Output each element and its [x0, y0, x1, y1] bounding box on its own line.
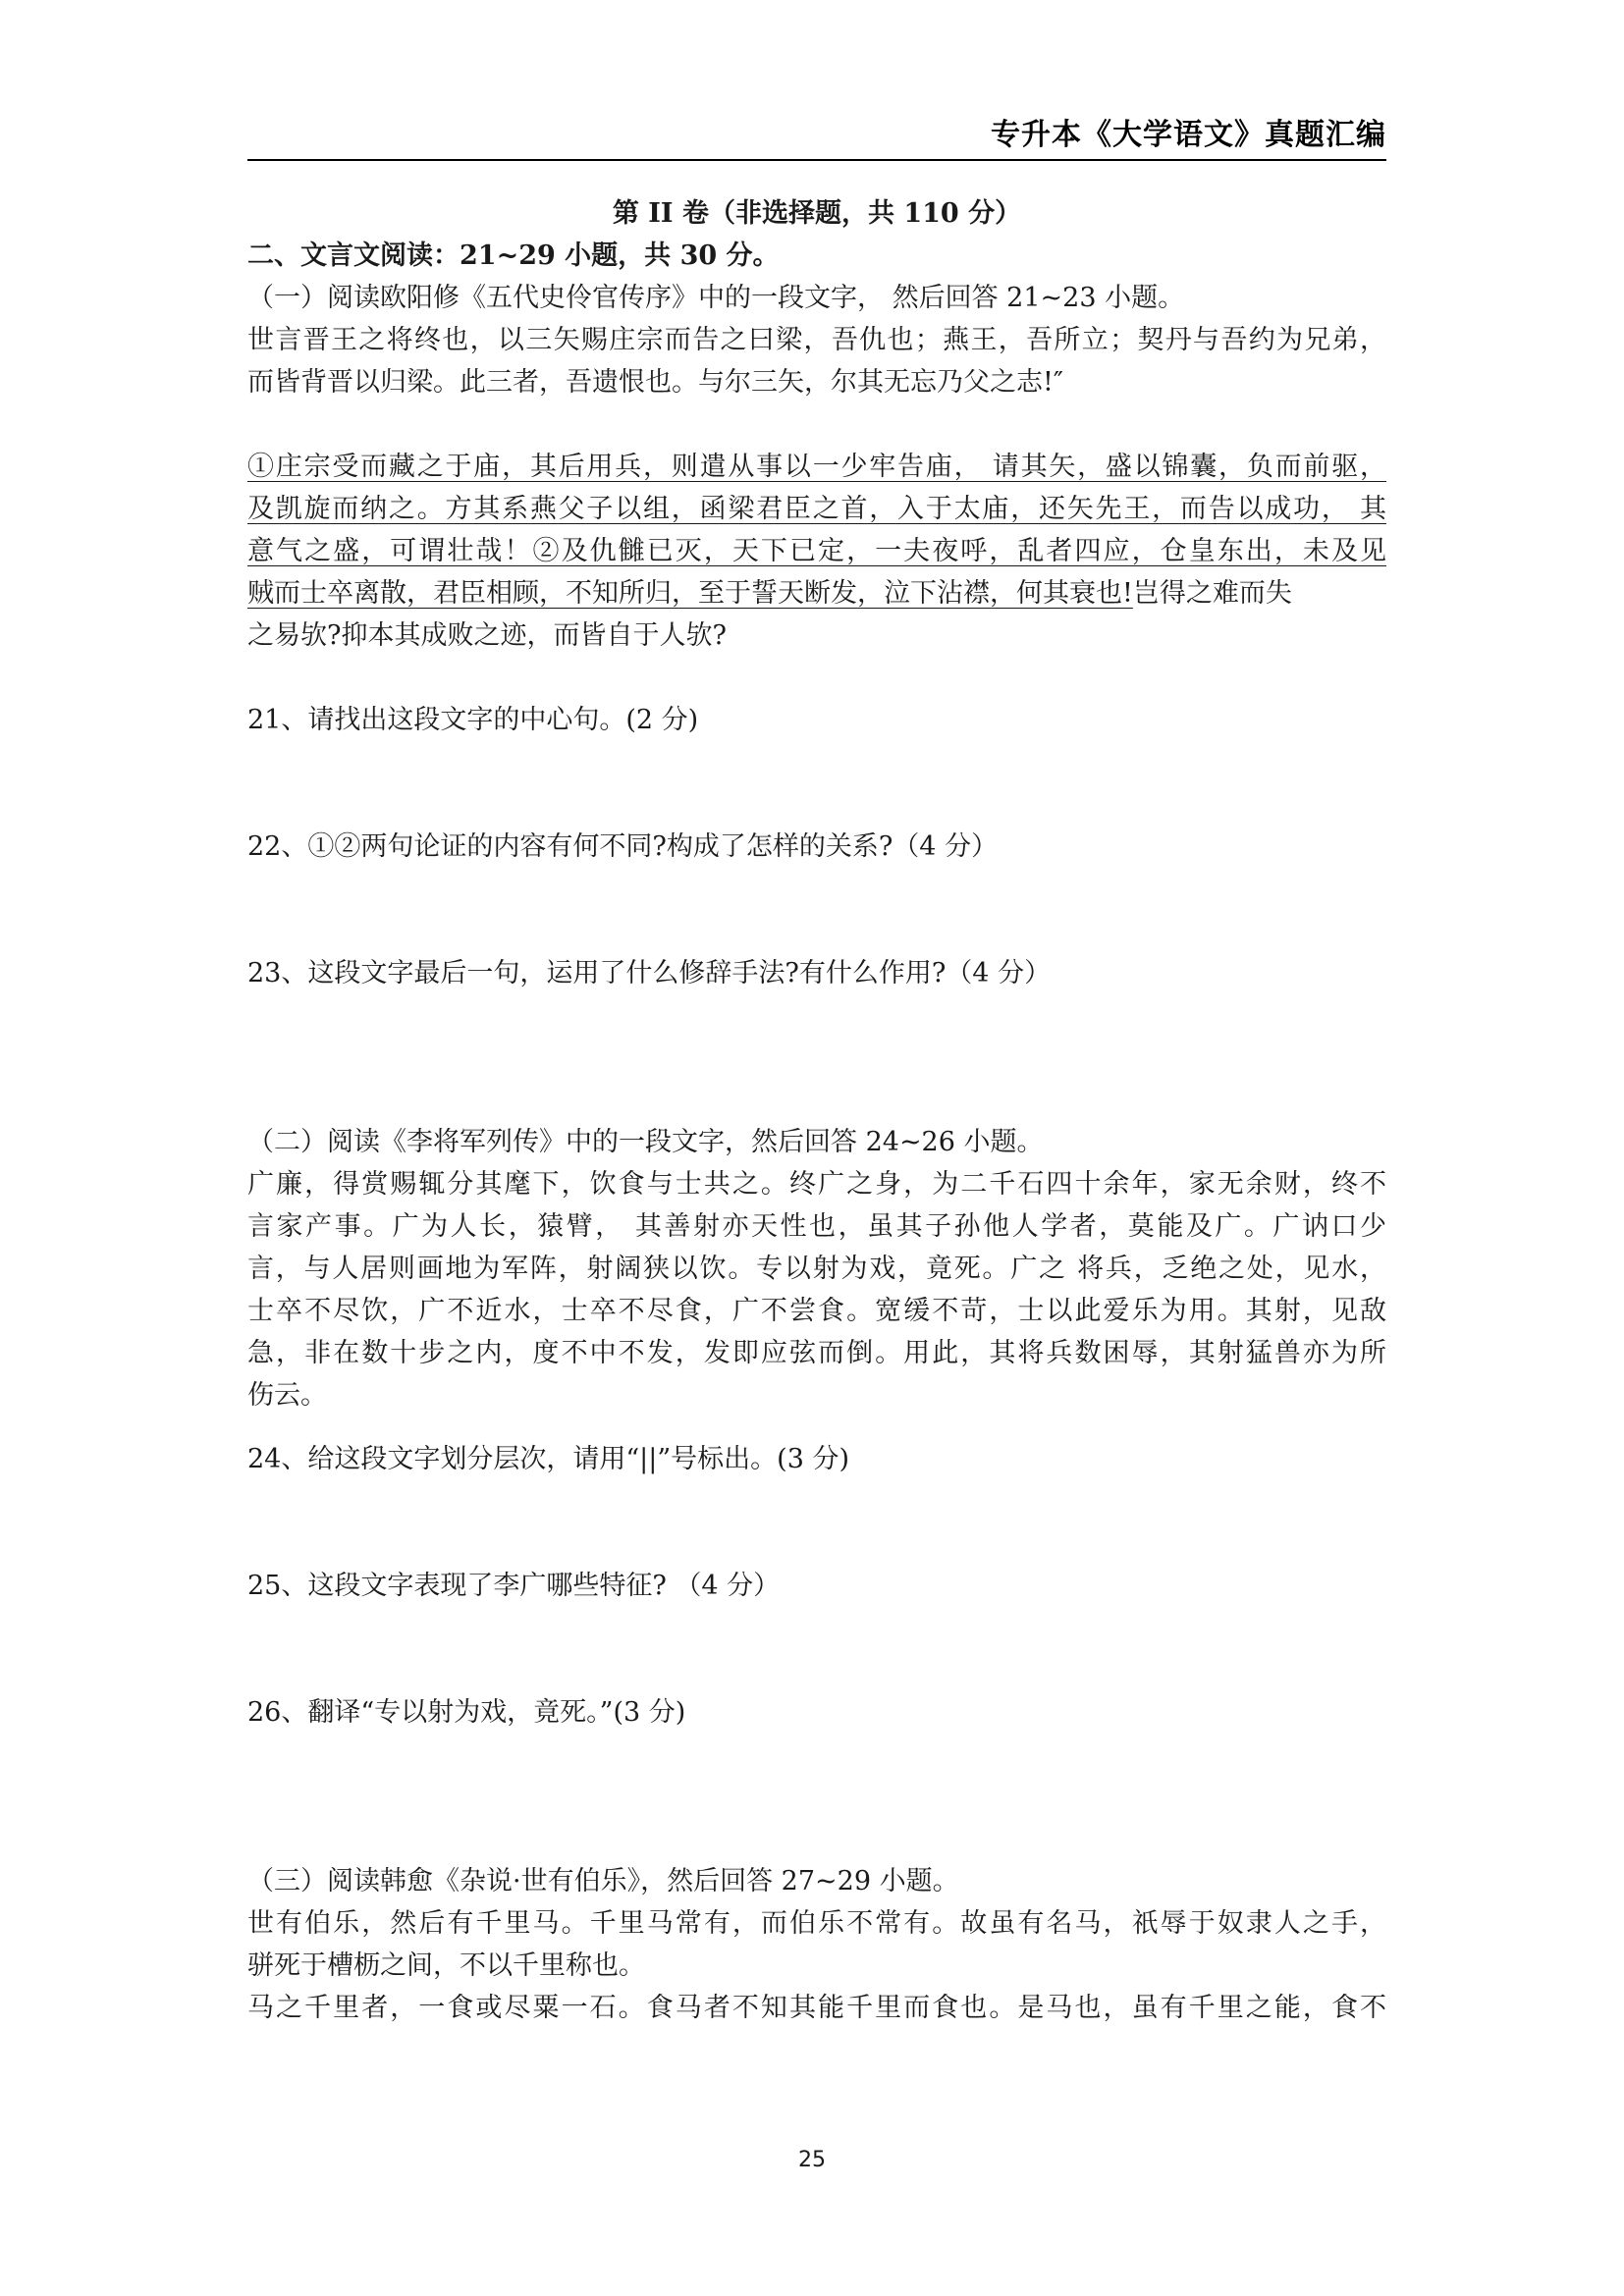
passage-line: 急，非在数十步之内，度不中不发，发即应弦而倒。用此，其将兵数困辱，其射猛兽亦为所: [247, 1338, 1386, 1368]
passage-line: 广廉，得赏赐辄分其麾下，饮食与士共之。终广之身，为二千石四十余年，家无余财，终不: [247, 1169, 1386, 1200]
passage-underlined-line: 及凯旋而纳之。方其系燕父子以组，函梁君臣之首，入于太庙，还矢先王，而告以成功， 其: [247, 494, 1386, 524]
section-title: 第 II 卷（非选择题，共 110 分）: [612, 198, 1022, 229]
passage-line: 马之千里者，一食或尽粟一石。食马者不知其能千里而食也。是马也，虽有千里之能，食不: [247, 1993, 1386, 2023]
page-header: [247, 116, 1386, 161]
passage-underlined-line: ①庄宗受而藏之于庙，其后用兵，则遣从事以一少牢告庙， 请其矢，盛以锦囊，负而前驱，: [247, 452, 1386, 482]
question-22: 22、①②两句论证的内容有何不同?构成了怎样的关系?（4 分）: [247, 831, 999, 862]
passage-underlined-segment: 贼而士卒离散，君臣相顾，不知所归，至于誓天断发，泣下沾襟，何其衰也!: [247, 578, 1133, 609]
passage-line: 士卒不尽饮，广不近水，士卒不尽食，广不尝食。宽缓不苛，士以此爱乐为用。其射，见敌: [247, 1296, 1386, 1326]
passage-underlined-line: 意气之盛，可谓壮哉！②及仇雠已灭，天下已定，一夫夜呼，乱者四应，仓皇东出，未及见: [247, 536, 1386, 566]
question-26: 26、翻译“专以射为戏，竟死。”(3 分): [247, 1697, 686, 1728]
passage-line: 伤云。: [247, 1380, 327, 1411]
part2-intro: （二）阅读《李将军列传》中的一段文字，然后回答 24~26 小题。: [247, 1127, 1044, 1157]
passage-line: 世言晋王之将终也，以三矢赐庄宗而告之曰梁，吾仇也；燕王，吾所立；契丹与吾约为兄弟，: [247, 325, 1386, 355]
passage-line: 而皆背晋以归梁。此三者，吾遗恨也。与尔三矢，尔其无忘乃父之志!″: [247, 367, 1063, 398]
passage-line: 言，与人居则画地为军阵，射阔狭以饮。专以射为戏，竟死。广之 将兵，乏绝之处，见水，: [247, 1254, 1386, 1284]
part3-intro: （三）阅读韩愈《杂说·世有伯乐》，然后回答 27~29 小题。: [247, 1866, 959, 1896]
passage-line: 之易欤?抑本其成败之迹，而皆自于人欤?: [247, 620, 727, 651]
passage-line: 世有伯乐，然后有千里马。千里马常有，而伯乐不常有。故虽有名马，祇辱于奴隶人之手，: [247, 1908, 1386, 1939]
header-title: 专升本《大学语文》真题汇编: [991, 118, 1386, 152]
page-content: [247, 192, 1386, 2029]
part1-intro: （一）阅读欧阳修《五代史伶官传序》中的一段文字， 然后回答 21~23 小题。: [247, 283, 1185, 313]
question-21: 21、请找出这段文字的中心句。(2 分): [247, 705, 699, 735]
question-24: 24、给这段文字划分层次，请用“||”号标出。(3 分): [247, 1444, 849, 1474]
page-number: 25: [798, 2148, 826, 2172]
question-25: 25、这段文字表现了李广哪些特征? （4 分）: [247, 1571, 781, 1601]
passage-mixed-line: [247, 572, 1386, 614]
passage-line: 言家产事。广为人长，猿臂， 其善射亦天性也，虽其子孙他人学者，莫能及广。广讷口少: [247, 1211, 1386, 1242]
passage-line: 骈死于槽枥之间，不以千里称也。: [247, 1950, 645, 1981]
passage-plain-segment: 岂得之难而失: [1132, 578, 1292, 609]
question-23: 23、这段文字最后一句，运用了什么修辞手法?有什么作用?（4 分）: [247, 958, 1052, 988]
section-heading: 二、文言文阅读：21~29 小题，共 30 分。: [247, 240, 780, 271]
